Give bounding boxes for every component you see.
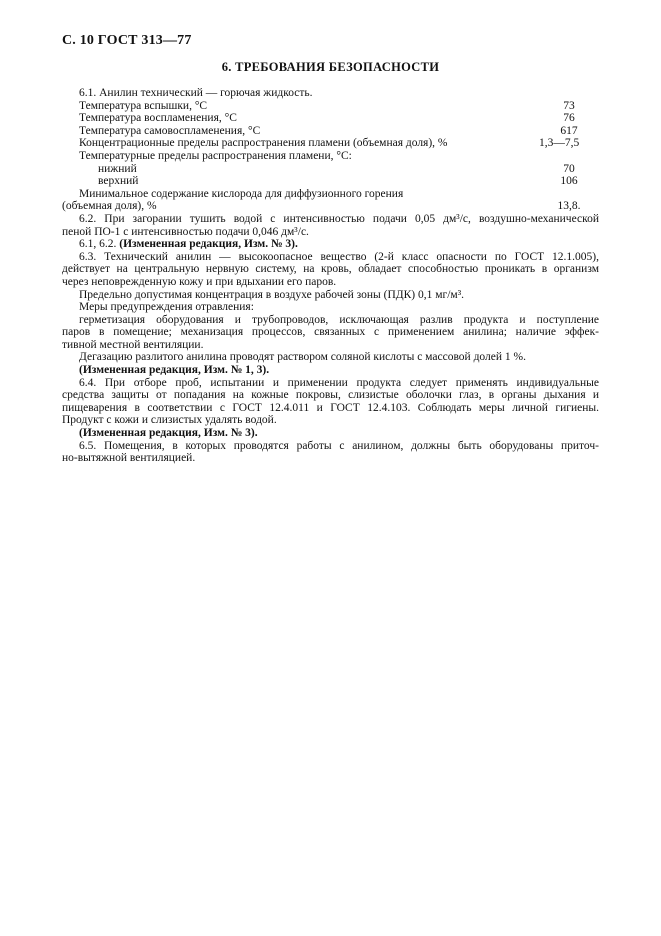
s64-line2: средства защиты от попадания на кожные покровы, слизистые оболочки глаз, в органы дыхания и (62, 389, 599, 402)
upper-row (62, 175, 599, 188)
s63-line3: через неповрежденную кожу и при вдыхании его паров. (62, 275, 337, 288)
conc-value: 1,3—7,5 (539, 137, 580, 150)
s63-warn-line2: паров в помещение; механизация процессов, связанных с применением анилина; наличие эффек- (62, 326, 599, 339)
oxygen-line1: Минимальное содержание кислорода для диффузионного горения (79, 187, 404, 200)
flash-label: Температура вспышки, °С (79, 99, 208, 112)
s64-line1: 6.4. При отборе проб, испытании и применении продукта следует применять индивидуальные (79, 376, 599, 389)
s63-degas: Дегазацию разлитого анилина проводят раствором соляной кислоты с массовой долей 1 %. (79, 351, 526, 364)
rev-bold: (Измененная редакция, Изм. № 3). (119, 238, 298, 251)
s62-line2: пеной ПО-1 с интенсивностью подачи 0,046 дм³/с. (62, 225, 309, 238)
ignition-row (62, 112, 599, 125)
ignition-label: Температура воспламенения, °С (79, 112, 237, 125)
section-title: 6. ТРЕБОВАНИЯ БЕЗОПАСНОСТИ (221, 60, 440, 74)
autoignition-label: Температура самовоспламенения, °С (79, 124, 261, 137)
autoignition-value: 617 (560, 124, 578, 137)
oxygen-value: 13,8. (557, 200, 581, 213)
section-body (62, 87, 599, 465)
upper-label: верхний (98, 175, 139, 188)
oxygen-label: (объемная доля), % (62, 200, 157, 213)
rev-prefix: 6.1, 6.2. (79, 238, 120, 251)
s63-warn-line3: тивной местной вентиляции. (62, 338, 204, 351)
s63-warn-line1: герметизация оборудования и трубопроводов, исключающая разлив продукта и поступление (79, 313, 599, 326)
flash-row (62, 100, 599, 113)
s64-rev: (Измененная редакция, Изм. № 3). (79, 427, 258, 440)
conc-row (62, 137, 599, 150)
ignition-value: 76 (563, 112, 575, 125)
page-header: С. 10 ГОСТ 313—77 (62, 33, 192, 48)
s64-line4: Продукт с кожи и слизистых удалять водой. (62, 414, 277, 427)
conc-label: Концентрационные пределы распространения пламени (объемная доля), % (79, 137, 448, 150)
s62-line1: 6.2. При загорании тушить водой с интенсивностью подачи 0,05 дм³/с, воздушно-механической (79, 212, 599, 225)
temp-limits-label: Температурные пределы распространения пламени, °С: (79, 149, 352, 162)
flash-value: 73 (563, 99, 575, 112)
rev-6-1-6-2 (62, 238, 599, 251)
s65-line2: но-вытяжной вентиляцией. (62, 452, 196, 465)
s63-line1: 6.3. Технический анилин — высокоопасное вещество (2-й класс опасности по ГОСТ 12.1.005), (79, 250, 599, 263)
lower-label: нижний (98, 162, 137, 175)
s63-pdk: Предельно допустимая концентрация в воздухе рабочей зоны (ПДК) 0,1 мг/м³. (79, 288, 465, 301)
lower-row (62, 163, 599, 176)
s63-rev: (Измененная редакция, Изм. № 1, 3). (79, 364, 270, 377)
upper-value: 106 (560, 175, 578, 188)
s63-line2: действует на центральную нервную систему, на кровь, обладает способностью проникать в организм (62, 263, 599, 276)
autoignition-row (62, 125, 599, 138)
s64-line3: пищеварения в соответствии с ГОСТ 12.4.011 и ГОСТ 12.4.103. Соблюдать меры личной гигиены. (62, 401, 599, 414)
s65-line1: 6.5. Помещения, в которых проводятся работы с анилином, должны быть оборудованы приточ- (79, 439, 599, 452)
s61-intro: 6.1. Анилин технический — горючая жидкость. (79, 87, 313, 99)
oxygen-row (62, 200, 599, 213)
lower-value: 70 (563, 162, 575, 175)
s63-warn-title: Меры предупреждения отравления: (79, 301, 254, 314)
